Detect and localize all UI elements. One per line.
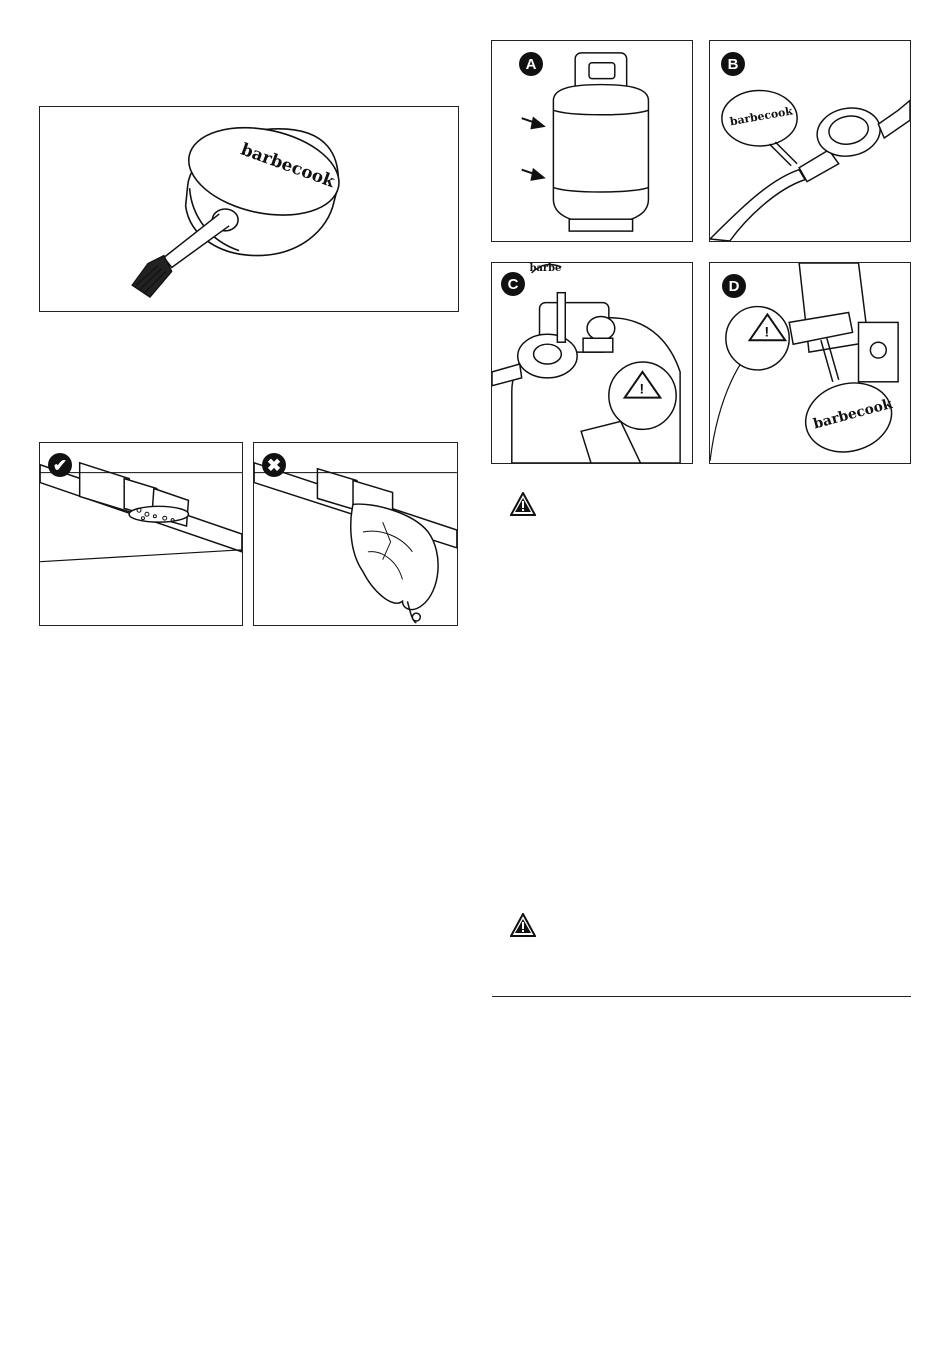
brush-figure <box>39 106 459 312</box>
warning-triangle-icon <box>510 492 536 516</box>
step-b-hose-test-figure <box>709 40 911 242</box>
section-divider <box>492 996 911 997</box>
leaking-connection-figure <box>253 442 458 626</box>
brand-logo-text: barbecook <box>811 396 894 433</box>
leak-test-brush-illustration <box>40 107 458 311</box>
cross-icon: ✖ <box>262 453 286 477</box>
warning-triangle-icon <box>510 913 536 937</box>
step-b-badge: B <box>721 52 745 76</box>
step-d-burner-test-figure <box>709 262 911 464</box>
step-a-gas-bottle-figure <box>491 40 693 242</box>
brand-logo-text: barbecook <box>728 104 794 129</box>
brand-logo-text-partial: barbe <box>529 263 562 274</box>
brand-logo-text: barbecook <box>238 138 338 192</box>
step-a-badge: A <box>519 52 543 76</box>
step-c-valve-test-figure <box>491 262 693 464</box>
svg-text:!: ! <box>764 323 770 340</box>
correct-connection-figure <box>39 442 243 626</box>
check-icon: ✔ <box>48 453 72 477</box>
step-d-badge: D <box>722 274 746 298</box>
step-c-badge: C <box>501 272 525 296</box>
svg-text:!: ! <box>639 380 645 397</box>
